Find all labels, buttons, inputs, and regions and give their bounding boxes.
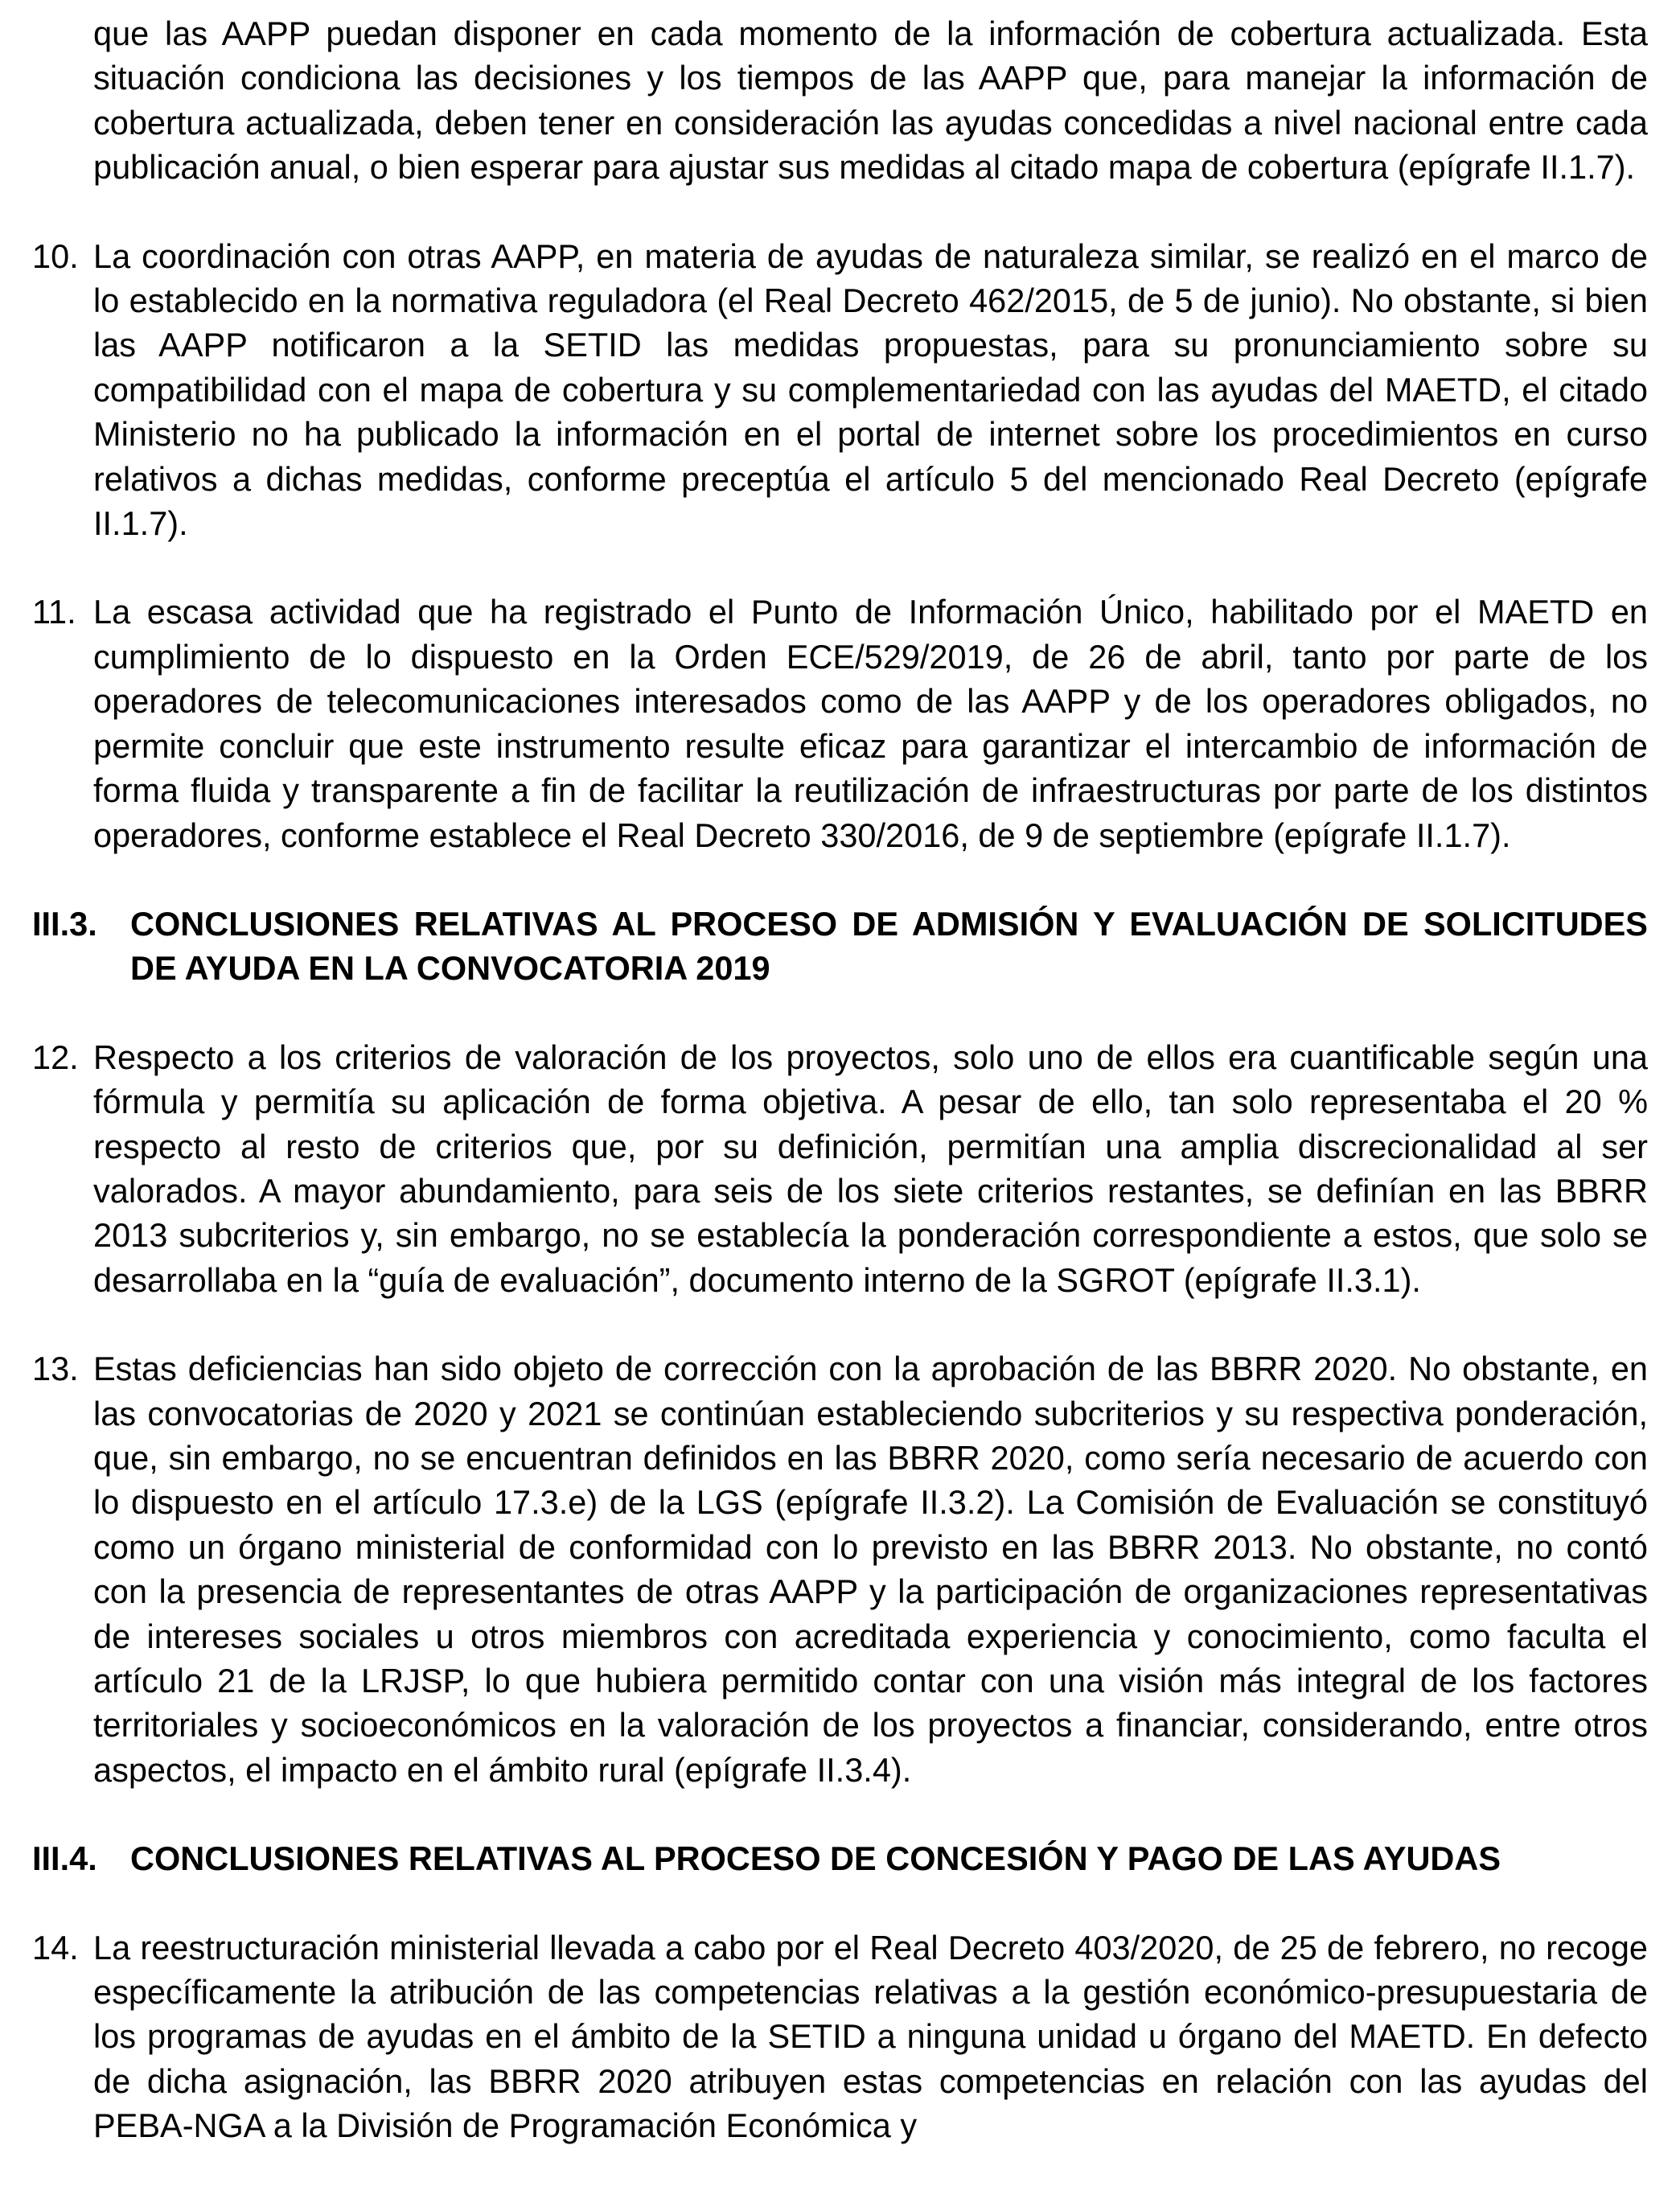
paragraph-number: 11.: [32, 593, 76, 631]
paragraph-text: La escasa actividad que ha registrado el Punto de Información Único, habilitado por el MAETD en cumplimiento de lo dispuesto en la Orden ECE/529/2019, de 26 de abril, tanto por parte de los operadores de telecomunicaciones interesados como de las AAPP y de los operadores obligados, no permite concluir que este instrumento resulte eficaz para garantizar el intercambio de información de forma fluida y transparente a fin de facilitar la reutilización de infraestructuras por parte de los distintos operadores, conforme establece el Real Decreto 330/2016, de 9 de septiembre (epígrafe II.1.7).: [93, 593, 1648, 854]
paragraph-text: La reestructuración ministerial llevada a cabo por el Real Decreto 403/2020, de 25 de febrero, no recoge específicamente la atribución de las competencias relativas a la gestión económico-presupuestaria de los programas de ayudas en el ámbito de la SETID a ninguna unidad u órgano del MAETD. En defecto de dicha asignación, las BBRR 2020 atribuyen estas competencias en relación con las ayudas del PEBA-NGA a la División de Programación Económica y: [93, 1928, 1648, 2145]
paragraph-number: 12.: [32, 1038, 79, 1076]
numbered-paragraph-10: [32, 234, 1648, 546]
section-heading-iii-4: [32, 1836, 1648, 1880]
section-title: CONCLUSIONES RELATIVAS AL PROCESO DE CONCESIÓN Y PAGO DE LAS AYUDAS: [130, 1839, 1501, 1878]
section-number: III.4.: [32, 1839, 97, 1878]
section-title: CONCLUSIONES RELATIVAS AL PROCESO DE ADMISIÓN Y EVALUACIÓN DE SOLICITUDES DE AYUDA EN LA CONVOCATORIA 2019: [130, 904, 1648, 988]
paragraph-number: 13.: [32, 1350, 79, 1388]
paragraph-text: Respecto a los criterios de valoración de los proyectos, solo uno de ellos era cuantificable según una fórmula y permitía su aplicación de forma objetiva. A pesar de ello, tan solo representaba el 20 % respecto al resto de criterios que, por su definición, permitían una amplia discrecionalidad al ser valorados. A mayor abundamiento, para seis de los siete criterios restantes, se definían en las BBRR 2013 subcriterios y, sin embargo, no se establecía la ponderación correspondiente a estos, que solo se desarrollaba en la “guía de evaluación”, documento interno de la SGROT (epígrafe II.3.1).: [93, 1038, 1648, 1299]
continuation-paragraph: [32, 11, 1648, 190]
paragraph-number: 14.: [32, 1928, 79, 1966]
numbered-paragraph-11: [32, 590, 1648, 857]
numbered-paragraph-14: [32, 1925, 1648, 2148]
numbered-paragraph-13: [32, 1346, 1648, 1792]
paragraph-number: 10.: [32, 236, 79, 275]
paragraph-text: La coordinación con otras AAPP, en materia de ayudas de naturaleza similar, se realizó en el marco de lo establecido en la normativa reguladora (el Real Decreto 462/2015, de 5 de junio). No obstante, si bien las AAPP notificaron a la SETID las medidas propuestas, para su pronunciamiento sobre su compatibilidad con el mapa de cobertura y su complementariedad con las ayudas del MAETD, el citado Ministerio no ha publicado la información en el portal de internet sobre los procedimientos en curso relativos a dichas medidas, conforme preceptúa el artículo 5 del mencionado Real Decreto (epígrafe II.1.7).: [93, 236, 1648, 543]
document-page: [32, 11, 1648, 2148]
numbered-paragraph-12: [32, 1035, 1648, 1302]
section-heading-iii-3: [32, 902, 1648, 991]
paragraph-text: Estas deficiencias han sido objeto de corrección con la aprobación de las BBRR 2020. No obstante, en las convocatorias de 2020 y 2021 se continúan estableciendo subcriterios y su respectiva ponderación, que, sin embargo, no se encuentran definidos en las BBRR 2020, como sería necesario de acuerdo con lo dispuesto en el artículo 17.3.e) de la LGS (epígrafe II.3.2). La Comisión de Evaluación se constituyó como un órgano ministerial de conformidad con lo previsto en las BBRR 2013. No obstante, no contó con la presencia de representantes de otras AAPP y la participación de organizaciones representativas de intereses sociales u otros miembros con acreditada experiencia y conocimiento, como faculta el artículo 21 de la LRJSP, lo que hubiera permitido contar con una visión más integral de los factores territoriales y socioeconómicos en la valoración de los proyectos a financiar, considerando, entre otros aspectos, el impacto en el ámbito rural (epígrafe II.3.4).: [93, 1350, 1648, 1789]
paragraph-text: que las AAPP puedan disponer en cada momento de la información de cobertura actualizada. Esta situación condiciona las decisiones y los tiempos de las AAPP que, para manejar la información de cobertura actualizada, deben tener en consideración las ayudas concedidas a nivel nacional entre cada publicación anual, o bien esperar para ajustar sus medidas al citado mapa de cobertura (epígrafe II.1.7).: [93, 14, 1648, 187]
section-number: III.3.: [32, 904, 97, 943]
